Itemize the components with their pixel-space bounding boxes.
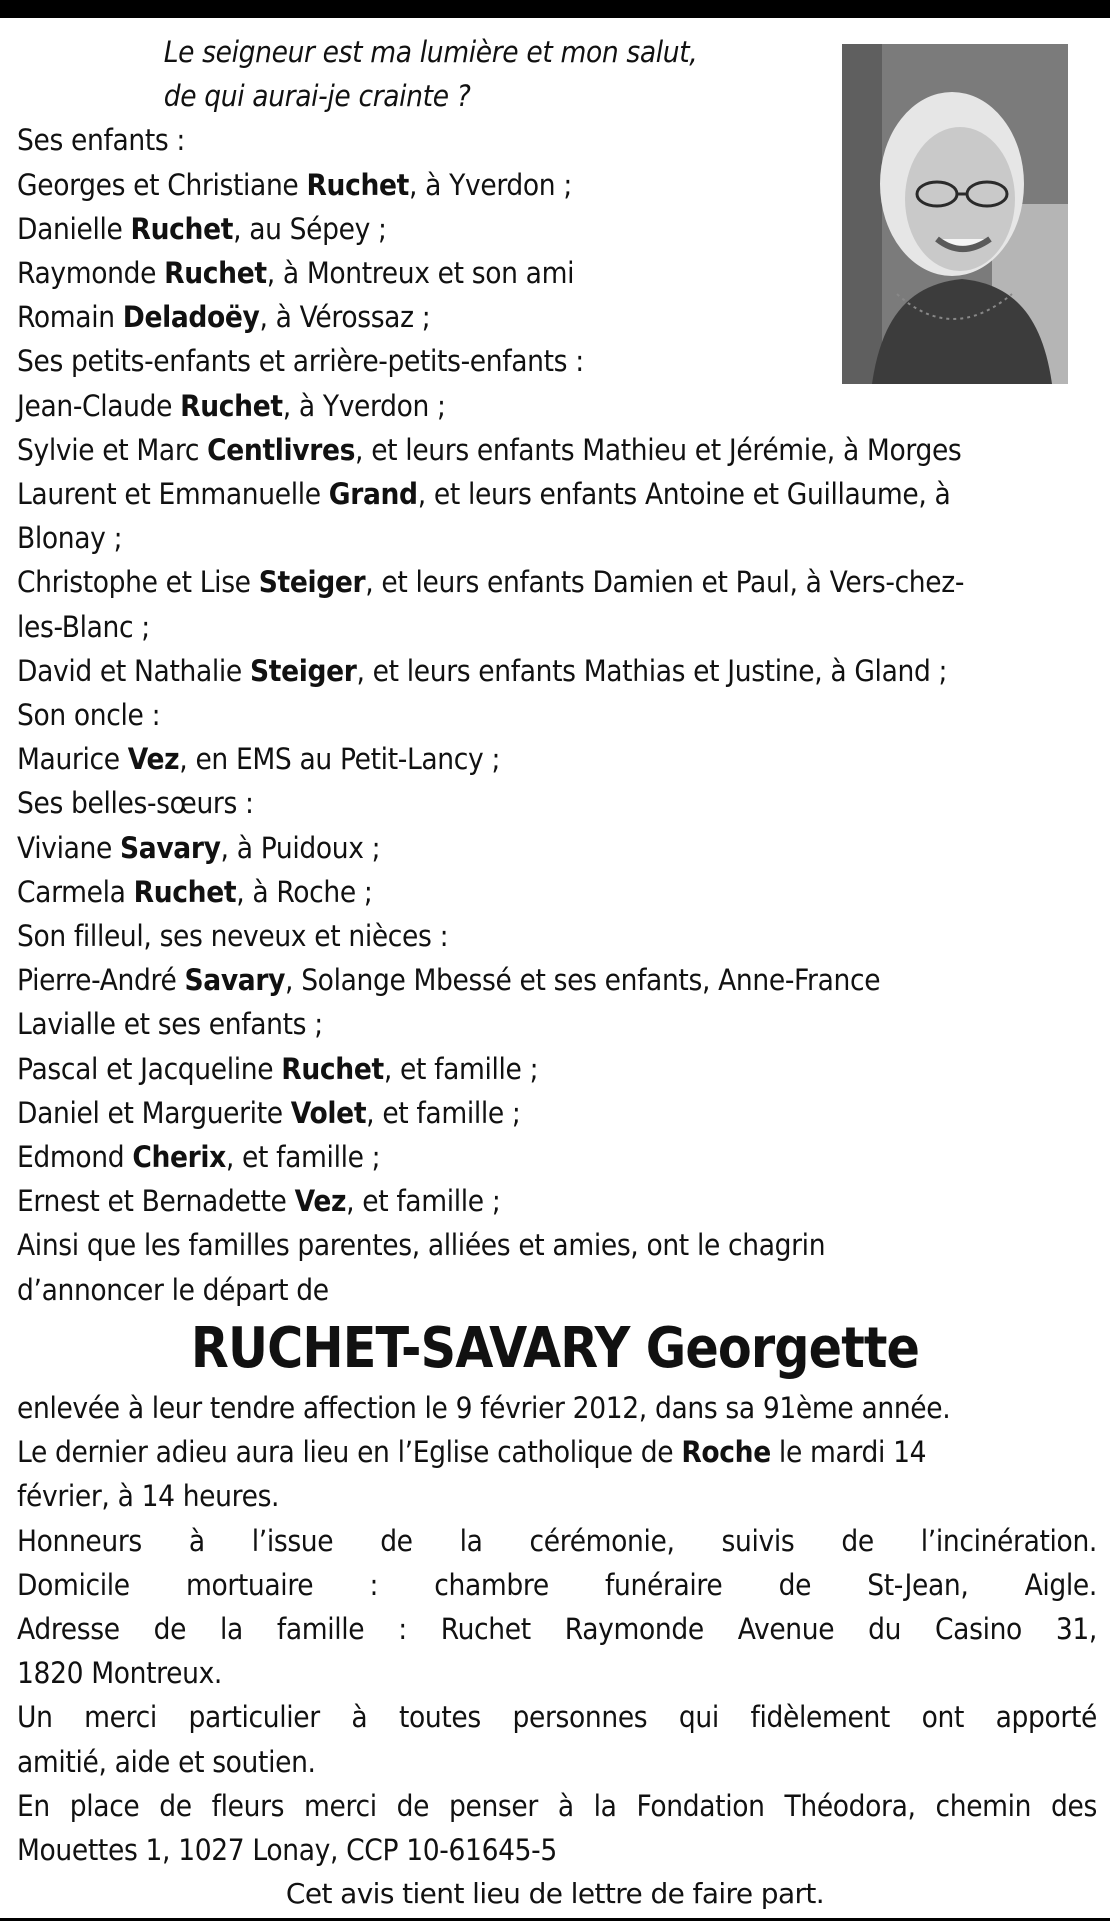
family-line: Ernest et Bernadette Vez, et famille ; (17, 1184, 501, 1219)
uncle-heading: Son oncle : (17, 698, 161, 733)
detail-line: 1820 Montreux. (17, 1656, 223, 1691)
family-line: Maurice Vez, en EMS au Petit-Lancy ; (17, 742, 501, 777)
family-line: Lavialle et ses enfants ; (17, 1007, 323, 1042)
detail-line: En place de fleurs merci de penser à la Fondation Théodora, chemin des (17, 1788, 1097, 1823)
detail-line: amitié, aide et soutien. (17, 1744, 316, 1779)
verse-line-1: Le seigneur est ma lumière et mon salut, (163, 35, 698, 69)
detail-line: Domicile mortuaire : chambre funéraire de St-Jean, Aigle. (17, 1567, 1097, 1602)
godson-heading: Son filleul, ses neveux et nièces : (17, 919, 449, 954)
family-line: Edmond Cherix, et famille ; (17, 1140, 381, 1175)
detail-line: Mouettes 1, 1027 Lonay, CCP 10-61645-5 (17, 1832, 557, 1867)
family-line: Laurent et Emmanuelle Grand, et leurs enfants Antoine et Guillaume, à (17, 477, 951, 512)
top-rule (0, 0, 1110, 18)
detail-line: février, à 14 heures. (17, 1479, 280, 1514)
family-line: les-Blanc ; (17, 609, 150, 644)
deceased-name: RUCHET-SAVARY Georgette (190, 1315, 920, 1381)
family-line: David et Nathalie Steiger, et leurs enfants Mathias et Justine, à Gland ; (17, 653, 948, 688)
footer-note: Cet avis tient lieu de lettre de faire part. (285, 1877, 825, 1911)
family-line: Viviane Savary, à Puidoux ; (17, 830, 381, 865)
family-line: Blonay ; (17, 521, 123, 556)
family-line: Danielle Ruchet, au Sépey ; (17, 211, 387, 246)
obituary-notice (17, 30, 1097, 1916)
detail-line: Adresse de la famille : Ruchet Raymonde Avenue du Casino 31, (17, 1611, 1097, 1646)
detail-line: Le dernier adieu aura lieu en l’Eglise catholique de Roche le mardi 14 (17, 1435, 927, 1470)
family-line: Daniel et Marguerite Volet, et famille ; (17, 1095, 521, 1130)
family-line: Jean-Claude Ruchet, à Yverdon ; (17, 388, 446, 423)
family-line: Sylvie et Marc Centlivres, et leurs enfants Mathieu et Jérémie, à Morges (17, 432, 962, 467)
family-line: Raymonde Ruchet, à Montreux et son ami (17, 256, 575, 291)
children-heading: Ses enfants : (17, 123, 186, 158)
family-line: Pierre-André Savary, Solange Mbessé et ses enfants, Anne-France (17, 963, 881, 998)
grandchildren-heading: Ses petits-enfants et arrière-petits-enfants : (17, 344, 584, 379)
family-line: Romain Deladoëy, à Vérossaz ; (17, 300, 431, 335)
sisters-in-law-heading: Ses belles-sœurs : (17, 786, 254, 821)
verse-line-2: de qui aurai-je crainte ? (163, 79, 471, 114)
family-line: Pascal et Jacqueline Ruchet, et famille ; (17, 1051, 539, 1086)
detail-line: Honneurs à l’issue de la cérémonie, suivis de l’incinération. (17, 1523, 1097, 1558)
detail-line: Un merci particulier à toutes personnes qui fidèlement ont apporté (17, 1700, 1097, 1735)
detail-line: enlevée à leur tendre affection le 9 février 2012, dans sa 91ème année. (17, 1390, 951, 1425)
closing-line-1: Ainsi que les familles parentes, alliées et amies, ont le chagrin (17, 1228, 826, 1263)
family-line: Carmela Ruchet, à Roche ; (17, 874, 373, 909)
bottom-rule (0, 1918, 1110, 1921)
family-line: Georges et Christiane Ruchet, à Yverdon ; (17, 167, 572, 202)
closing-line-2: d’annoncer le départ de (17, 1272, 329, 1307)
family-line: Christophe et Lise Steiger, et leurs enfants Damien et Paul, à Vers-chez- (17, 565, 965, 600)
